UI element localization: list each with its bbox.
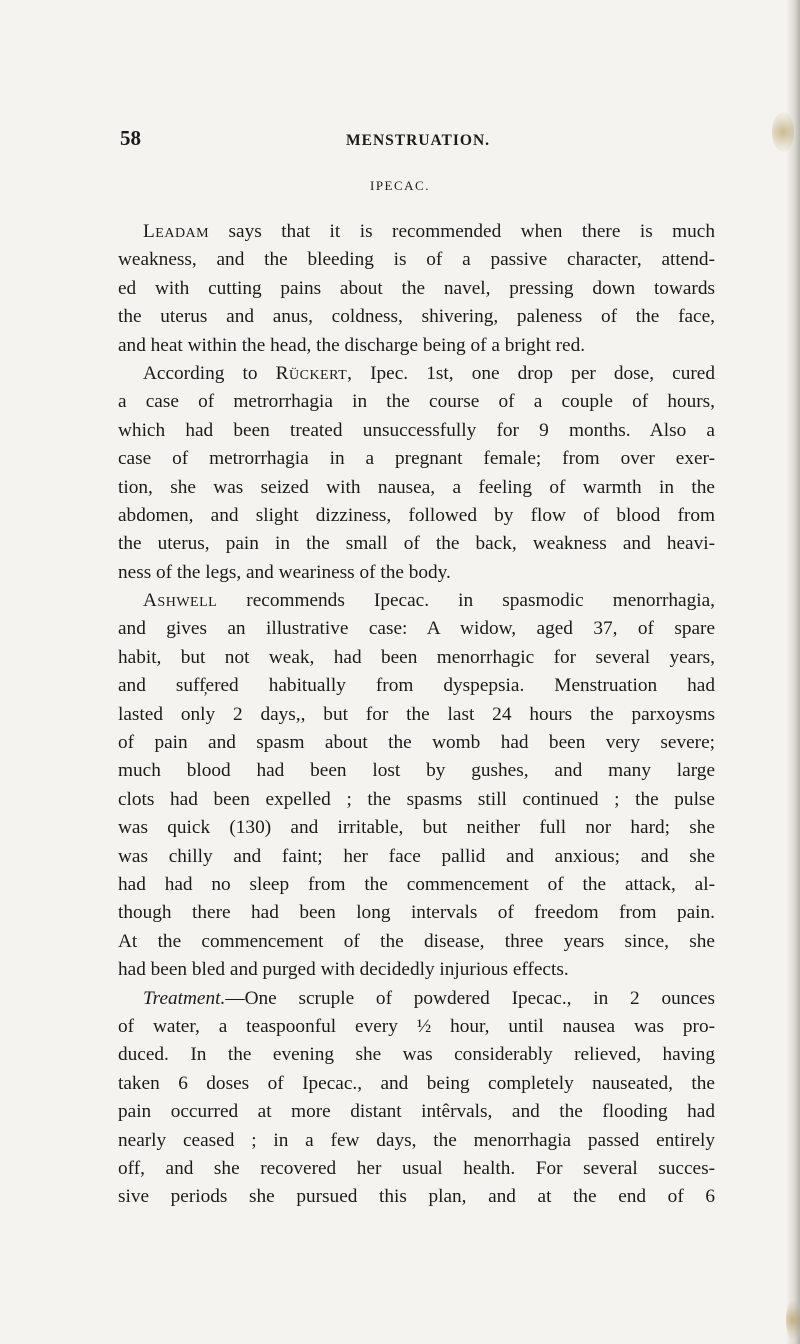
text-fragment: , Ipec. 1st, one drop per dose, cured <box>347 362 715 384</box>
paper-stain <box>786 1300 800 1340</box>
text-line <box>118 672 715 700</box>
text-fragment: tion, she was seized with nausea, a feeling of warmth in the <box>118 476 715 498</box>
text-fragment: and heat within the head, the discharge being of a bright red. <box>118 334 586 356</box>
text-fragment: though there had been long intervals of freedom from pain. <box>118 902 715 924</box>
text-fragment: was chilly and faint; her face pallid and anxious; and she <box>118 845 715 867</box>
author-name: Rückert <box>275 362 348 384</box>
text-line <box>118 587 715 615</box>
text-line <box>118 360 715 388</box>
text-line <box>118 757 715 785</box>
section-title: IPECAC. <box>370 178 430 193</box>
body-text <box>118 218 715 1212</box>
text-fragment: According to <box>143 362 276 384</box>
text-line <box>118 559 715 587</box>
text-fragment: was quick (130) and irritable, but neither full nor hard; she <box>118 817 715 839</box>
page-number: 58 <box>120 126 141 150</box>
text-fragment: —One scruple of powdered Ipecac., in 2 ounces <box>225 987 715 1009</box>
text-fragment: of pain and spasm about the womb had been very severe; <box>118 732 715 754</box>
text-line <box>118 1013 715 1041</box>
text-line <box>118 1041 715 1069</box>
text-line <box>118 332 715 360</box>
text-line <box>118 275 715 303</box>
text-fragment: taken 6 doses of Ipecac., and being completely nauseated, the <box>118 1072 715 1094</box>
text-fragment: which had been treated unsuccessfully for 9 months. Also a <box>118 419 715 441</box>
text-line <box>118 388 715 416</box>
text-fragment: clots had been expelled ; the spasms still continued ; the pulse <box>118 788 715 810</box>
text-fragment: says that it is recommended when there is much <box>209 221 715 242</box>
text-fragment: ed with cutting pains about the navel, pressing down towards <box>118 277 715 299</box>
text-fragment: the uterus and anus, coldness, shivering, paleness of the face, <box>118 306 715 328</box>
text-line <box>118 928 715 956</box>
text-line <box>118 786 715 814</box>
text-line <box>118 1183 715 1211</box>
text-line <box>118 1155 715 1183</box>
text-fragment: pain occurred at more distant intêrvals, and the flooding had <box>118 1101 715 1123</box>
text-fragment: of water, a teaspoonful every ½ hour, until nausea was pro- <box>118 1015 715 1037</box>
text-fragment: At the commencement of the disease, three years since, she <box>118 930 715 952</box>
text-line <box>118 701 715 729</box>
text-line <box>118 502 715 530</box>
text-line <box>118 474 715 502</box>
text-fragment: abdomen, and slight dizziness, followed by flow of blood from <box>118 504 715 526</box>
italic-heading: Treatment. <box>143 987 226 1009</box>
text-line <box>118 644 715 672</box>
text-fragment: off, and she recovered her usual health. For several succes- <box>118 1157 715 1179</box>
text-fragment: the uterus, pain in the small of the back, weakness and heavi- <box>118 533 715 555</box>
text-line <box>118 218 715 246</box>
text-fragment: had had no sleep from the commencement of the attack, al- <box>118 873 715 895</box>
text-line <box>118 615 715 643</box>
text-fragment: recommends Ipecac. in spasmodic menorrhagia, <box>217 590 715 612</box>
page-edge-shadow <box>786 0 800 1344</box>
text-fragment: duced. In the evening she was considerably relieved, having <box>118 1044 715 1066</box>
text-fragment: and suff̦ered habitually from dyspepsia. Menstruation had <box>118 675 715 697</box>
text-line <box>118 303 715 331</box>
text-line <box>118 1070 715 1098</box>
text-fragment: and gives an illustrative case: A widow, aged 37, of spare <box>118 618 715 640</box>
text-fragment: nearly ceased ; in a few days, the menorrhagia passed entirely <box>118 1129 715 1151</box>
text-fragment: sive periods she pursued this plan, and at the end of 6 <box>118 1186 715 1208</box>
text-fragment: a case of metrorrhagia in the course of a couple of hours, <box>118 391 715 413</box>
text-fragment: much blood had been lost by gushes, and many large <box>118 760 715 782</box>
author-name: Leadam <box>143 221 210 242</box>
text-fragment: ness of the legs, and weariness of the body. <box>118 561 451 583</box>
text-line <box>118 871 715 899</box>
paper-stain <box>772 112 794 152</box>
author-name: Ashwell <box>143 590 218 612</box>
text-fragment: had been bled and purged with decidedly injurious effects. <box>118 959 569 981</box>
text-fragment: case of metrorrhagia in a pregnant female; from over exer- <box>118 448 715 470</box>
text-line <box>118 417 715 445</box>
text-fragment: weakness, and the bleeding is of a passive character, attend- <box>118 249 715 271</box>
text-line <box>118 445 715 473</box>
text-line <box>118 899 715 927</box>
text-line <box>118 1098 715 1126</box>
text-line <box>118 530 715 558</box>
text-fragment: habit, but not weak, had been menorrhagic for several years, <box>118 646 715 668</box>
text-line <box>118 246 715 274</box>
text-line <box>118 814 715 842</box>
page-header <box>120 126 680 150</box>
text-line <box>118 985 715 1013</box>
text-line <box>118 729 715 757</box>
text-line <box>118 1127 715 1155</box>
text-fragment: lasted only 2 days,, but for the last 24 hours the parxoysms <box>118 703 715 725</box>
text-line <box>118 843 715 871</box>
running-head: MENSTRUATION. <box>346 132 491 149</box>
text-line <box>118 956 715 984</box>
